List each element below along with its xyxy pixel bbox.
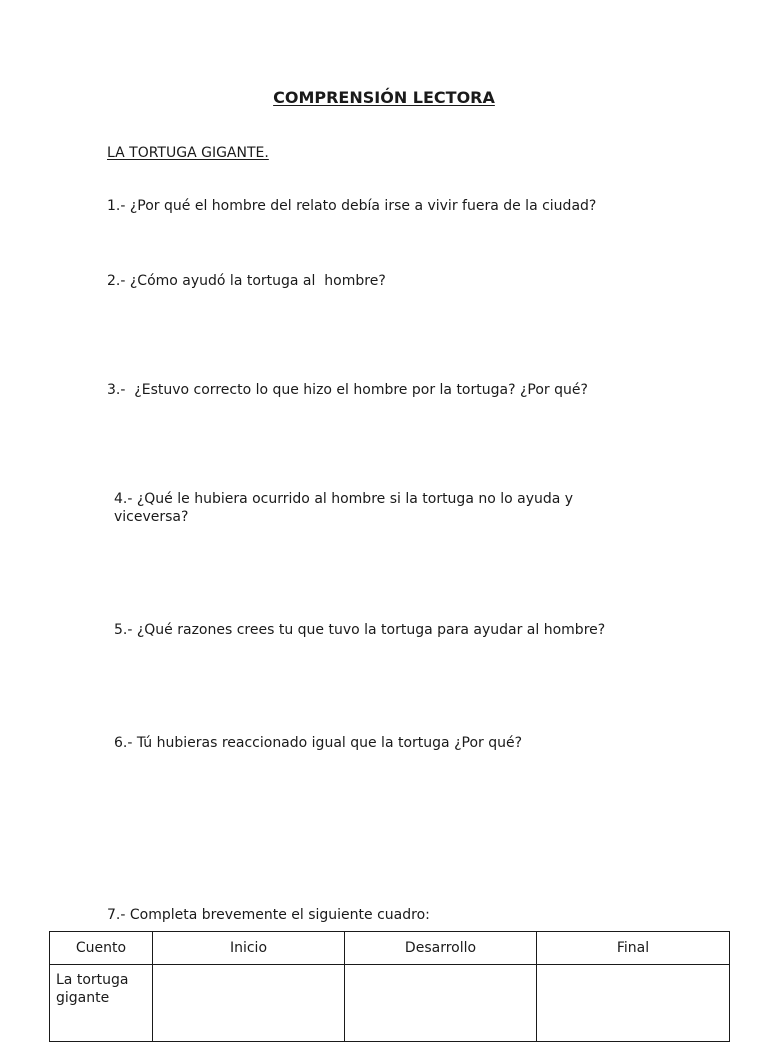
question-5: 5.- ¿Qué razones crees tu que tuvo la tortuga para ayudar al hombre? [114,622,606,638]
page-title [0,88,768,107]
header-cuento: Cuento [50,932,153,965]
cell-final[interactable] [537,965,730,1042]
header-final: Final [537,932,730,965]
question-1: 1.- ¿Por qué el hombre del relato debía irse a vivir fuera de la ciudad? [107,198,597,214]
header-desarrollo: Desarrollo [345,932,537,965]
question-3: 3.- ¿Estuvo correcto lo que hizo el hombre por la tortuga? ¿Por qué? [107,382,588,398]
cell-cuento: La tortuga gigante [50,965,153,1042]
question-6: 6.- Tú hubieras reaccionado igual que la tortuga ¿Por qué? [114,735,523,751]
page-title-text: COMPRENSIÓN LECTORA [273,88,495,107]
question-4: 4.- ¿Qué le hubiera ocurrido al hombre si la tortuga no lo ayuda y viceversa? [114,491,578,525]
question-2: 2.- ¿Cómo ayudó la tortuga al hombre? [107,273,386,289]
question-7: 7.- Completa brevemente el siguiente cuadro: [107,907,430,923]
table-header-row [50,932,730,965]
header-inicio: Inicio [153,932,345,965]
cell-inicio[interactable] [153,965,345,1042]
story-title: LA TORTUGA GIGANTE. [107,145,269,161]
table-row [50,965,730,1042]
story-table [49,931,730,1042]
cell-desarrollo[interactable] [345,965,537,1042]
